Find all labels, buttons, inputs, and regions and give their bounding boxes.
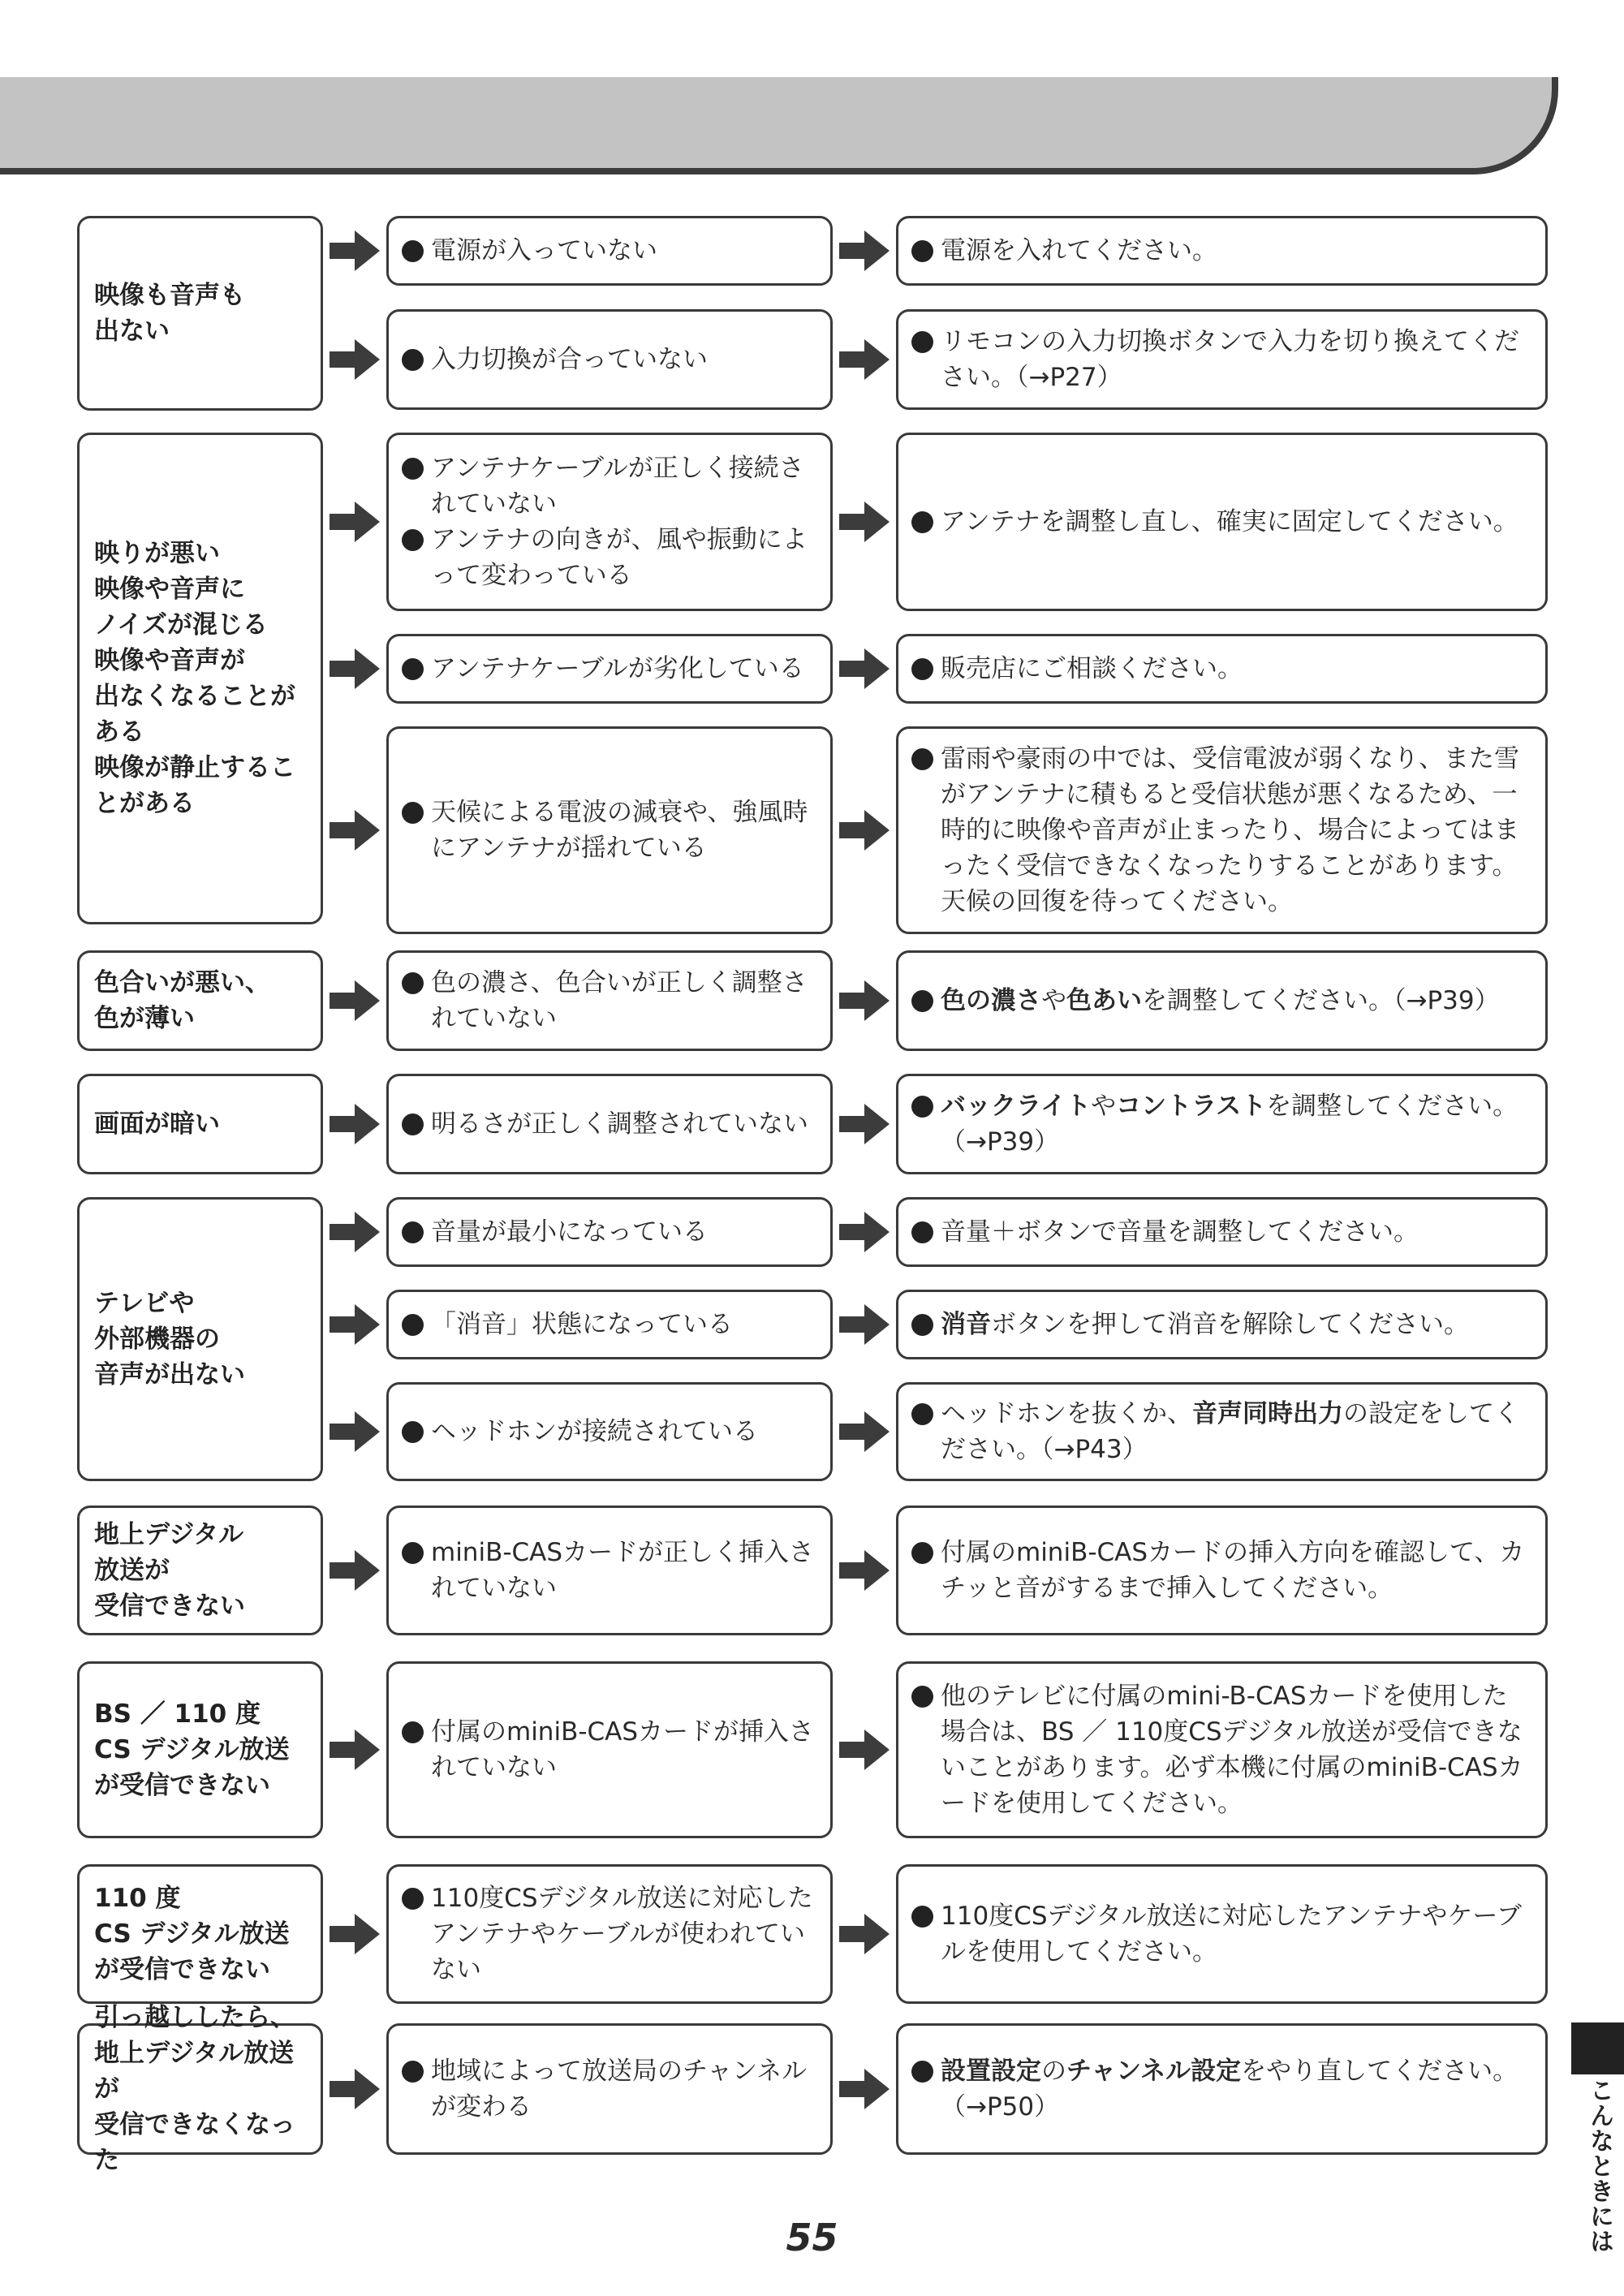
arrow-right-icon xyxy=(839,1730,890,1770)
remedy-item xyxy=(941,1307,1532,1342)
cause-item: アンテナケーブルが劣化している xyxy=(431,651,817,687)
cause-box xyxy=(386,1382,833,1481)
arrow-right-icon xyxy=(330,810,380,851)
symptom-box xyxy=(77,216,323,411)
arrow-right-icon xyxy=(330,648,380,689)
remedy-item xyxy=(941,983,1532,1019)
cause-list xyxy=(431,450,817,593)
remedy-text: ボタンを押して消音を解除してください。 xyxy=(991,1310,1469,1339)
remedy-text: や xyxy=(1091,1092,1117,1121)
remedy-box xyxy=(896,726,1548,934)
arrow-right-icon xyxy=(839,980,890,1021)
cause-item: アンテナケーブルが正しく接続されていない xyxy=(431,450,817,522)
remedy-box xyxy=(896,2023,1548,2155)
symptom-text: 色合いが悪い、 色が薄い xyxy=(94,968,270,1033)
arrow-right-icon xyxy=(839,1104,890,1144)
arrow-right-icon xyxy=(330,2069,380,2109)
symptom-box xyxy=(77,1864,323,2004)
remedy-box xyxy=(896,1382,1548,1481)
remedy-list xyxy=(941,1307,1532,1342)
remedy-box xyxy=(896,1661,1548,1838)
cause-item: 地域によって放送局のチャンネルが変わる xyxy=(431,2053,817,2125)
remedy-box xyxy=(896,634,1548,704)
remedy-box xyxy=(896,216,1548,286)
remedy-item: 他のテレビに付属のmini-B-CASカードを使用した場合は、BS ／ 110度CSデジタル放送が受信できないことがあります。必ず本機に付属のminiB-CASカードを使用してください。 xyxy=(941,1678,1532,1821)
cause-box xyxy=(386,433,833,611)
remedy-text: を調整してください。（→P39） xyxy=(1142,986,1500,1015)
cause-box xyxy=(386,1864,833,2004)
cause-item: 音量が最小になっている xyxy=(431,1214,817,1250)
cause-box xyxy=(386,634,833,704)
cause-item: 電源が入っていない xyxy=(431,233,817,269)
symptom-text: テレビや 外部機器の 音声が出ない xyxy=(94,1289,245,1389)
cause-box xyxy=(386,1290,833,1359)
remedy-item: リモコンの入力切換ボタンで入力を切り換えてください。（→P27） xyxy=(941,324,1532,395)
cause-list xyxy=(431,965,817,1036)
cause-box xyxy=(386,950,833,1051)
remedy-text: や xyxy=(1041,986,1066,1015)
remedy-item xyxy=(941,1088,1532,1160)
arrow-right-icon xyxy=(839,1550,890,1591)
cause-box xyxy=(386,2023,833,2155)
remedy-text: ヘッドホンを抜くか、 xyxy=(941,1399,1192,1428)
remedy-keyword: 消音 xyxy=(941,1310,991,1339)
header-bar xyxy=(0,77,1558,174)
symptom-text: 引っ越ししたら、 地上デジタル放送が 受信できなくなった xyxy=(94,2003,295,2175)
cause-item: 色の濃さ、色合いが正しく調整されていない xyxy=(431,965,817,1036)
cause-item: ヘッドホンが接続されている xyxy=(431,1414,817,1450)
arrow-right-icon xyxy=(839,1411,890,1452)
cause-box xyxy=(386,726,833,934)
cause-list xyxy=(431,1714,817,1786)
arrow-right-icon xyxy=(839,339,890,380)
remedy-list xyxy=(941,1678,1532,1821)
arrow-right-icon xyxy=(839,2069,890,2109)
cause-list xyxy=(431,342,817,377)
symptom-box xyxy=(77,950,323,1051)
arrow-right-icon xyxy=(839,1212,890,1252)
remedy-text: の設定をしてください。（→P43） xyxy=(941,1399,1519,1464)
cause-box xyxy=(386,309,833,410)
remedy-item: アンテナを調整し直し、確実に固定してください。 xyxy=(941,504,1532,540)
remedy-keyword: バックライト xyxy=(941,1092,1092,1121)
remedy-list xyxy=(941,2053,1532,2125)
arrow-right-icon xyxy=(330,1212,380,1252)
cause-item: 入力切換が合っていない xyxy=(431,342,817,377)
cause-box xyxy=(386,216,833,286)
remedy-box xyxy=(896,1864,1548,2004)
cause-list xyxy=(431,1535,817,1606)
cause-item: 天候による電波の減衰や、強風時にアンテナが揺れている xyxy=(431,795,817,866)
arrow-right-icon xyxy=(330,980,380,1021)
cause-box xyxy=(386,1197,833,1267)
cause-list xyxy=(431,651,817,687)
arrow-right-icon xyxy=(330,230,380,271)
remedy-keyword: 色の濃さ xyxy=(941,986,1041,1015)
arrow-right-icon xyxy=(330,1914,380,1954)
remedy-box xyxy=(896,1290,1548,1359)
remedy-keyword: 音声同時出力 xyxy=(1192,1399,1343,1428)
arrow-right-icon xyxy=(330,1411,380,1452)
remedy-item: 110度CSデジタル放送に対応したアンテナやケーブルを使用してください。 xyxy=(941,1898,1532,1970)
remedy-list xyxy=(941,651,1532,687)
cause-list xyxy=(431,2053,817,2125)
page-number: 55 xyxy=(786,2216,838,2259)
remedy-box xyxy=(896,433,1548,611)
cause-box xyxy=(386,1074,833,1174)
arrow-right-icon xyxy=(839,502,890,542)
remedy-item: 雷雨や豪雨の中では、受信電波が弱くなり、また雪がアンテナに積もると受信状態が悪くなるため、一時的に映像や音声が止まったり、場合によってはまったく受信できなくなったりすることがあります。天候の回復を待ってください。 xyxy=(941,741,1532,920)
symptom-text: 110 度 CS デジタル放送 が受信できない xyxy=(94,1884,290,1984)
remedy-list xyxy=(941,1214,1532,1250)
remedy-box xyxy=(896,1074,1548,1174)
arrow-right-icon xyxy=(330,339,380,380)
arrow-right-icon xyxy=(330,502,380,542)
remedy-item: 電源を入れてください。 xyxy=(941,233,1532,269)
cause-item: 「消音」状態になっている xyxy=(431,1307,817,1342)
remedy-list xyxy=(941,504,1532,540)
remedy-list xyxy=(941,983,1532,1019)
arrow-right-icon xyxy=(839,810,890,851)
cause-list xyxy=(431,1106,817,1142)
cause-list xyxy=(431,1214,817,1250)
arrow-right-icon xyxy=(839,1914,890,1954)
remedy-item xyxy=(941,1396,1532,1467)
arrow-right-icon xyxy=(839,648,890,689)
remedy-list xyxy=(941,1898,1532,1970)
arrow-right-icon xyxy=(330,1304,380,1345)
symptom-box xyxy=(77,1197,323,1481)
remedy-list xyxy=(941,1088,1532,1160)
symptom-text: 地上デジタル 放送が 受信できない xyxy=(94,1520,245,1621)
remedy-keyword: コントラスト xyxy=(1116,1092,1267,1121)
arrow-right-icon xyxy=(330,1104,380,1144)
remedy-list xyxy=(941,741,1532,920)
remedy-item: 付属のminiB-CASカードの挿入方向を確認して、カチッと音がするまで挿入してください。 xyxy=(941,1535,1532,1606)
arrow-right-icon xyxy=(839,1304,890,1345)
remedy-keyword: チャンネル設定 xyxy=(1066,2057,1242,2086)
remedy-box xyxy=(896,1197,1548,1267)
cause-list xyxy=(431,795,817,866)
cause-item: 付属のminiB-CASカードが挿入されていない xyxy=(431,1714,817,1786)
symptom-box xyxy=(77,1074,323,1174)
remedy-text: の xyxy=(1041,2057,1066,2086)
cause-list xyxy=(431,1307,817,1342)
symptom-box xyxy=(77,433,323,924)
symptom-text: BS ／ 110 度 CS デジタル放送 が受信できない xyxy=(94,1699,290,1800)
remedy-item: 音量＋ボタンで音量を調整してください。 xyxy=(941,1214,1532,1250)
remedy-keyword: 設置設定 xyxy=(941,2057,1041,2086)
remedy-keyword: 色あい xyxy=(1066,986,1142,1015)
cause-list xyxy=(431,1414,817,1450)
remedy-list xyxy=(941,324,1532,395)
symptom-text: 映像も音声も 出ない xyxy=(94,281,245,346)
side-tab-label: こんなときには xyxy=(1585,2078,1613,2254)
arrow-right-icon xyxy=(330,1550,380,1591)
cause-item: 110度CSデジタル放送に対応したアンテナやケーブルが使われていない xyxy=(431,1880,817,1988)
cause-box xyxy=(386,1661,833,1838)
cause-item: 明るさが正しく調整されていない xyxy=(431,1106,817,1142)
remedy-box xyxy=(896,309,1548,410)
cause-box xyxy=(386,1506,833,1635)
symptom-box xyxy=(77,1506,323,1635)
symptom-box xyxy=(77,2003,323,2175)
remedy-item xyxy=(941,2053,1532,2125)
remedy-list xyxy=(941,1396,1532,1467)
remedy-box xyxy=(896,950,1548,1051)
cause-item: miniB-CASカードが正しく挿入されていない xyxy=(431,1535,817,1606)
arrow-right-icon xyxy=(330,1730,380,1770)
symptom-text: 映りが悪い 映像や音声に ノイズが混じる 映像や音声が 出なくなることが ある 映像が静止するこ とがある xyxy=(94,539,295,818)
remedy-box xyxy=(896,1506,1548,1635)
cause-list xyxy=(431,233,817,269)
remedy-item: 販売店にご相談ください。 xyxy=(941,651,1532,687)
cause-item: アンテナの向きが、風や振動によって変わっている xyxy=(431,522,817,593)
symptom-text: 画面が暗い xyxy=(94,1109,220,1139)
remedy-list xyxy=(941,233,1532,269)
cause-list xyxy=(431,1880,817,1988)
arrow-right-icon xyxy=(839,230,890,271)
remedy-list xyxy=(941,1535,1532,1606)
remedy-text: をやり直してください。（→P50） xyxy=(941,2057,1518,2122)
side-tab xyxy=(1571,2022,1624,2074)
symptom-box xyxy=(77,1661,323,1838)
remedy-text: を調整してください。（→P39） xyxy=(941,1092,1518,1157)
